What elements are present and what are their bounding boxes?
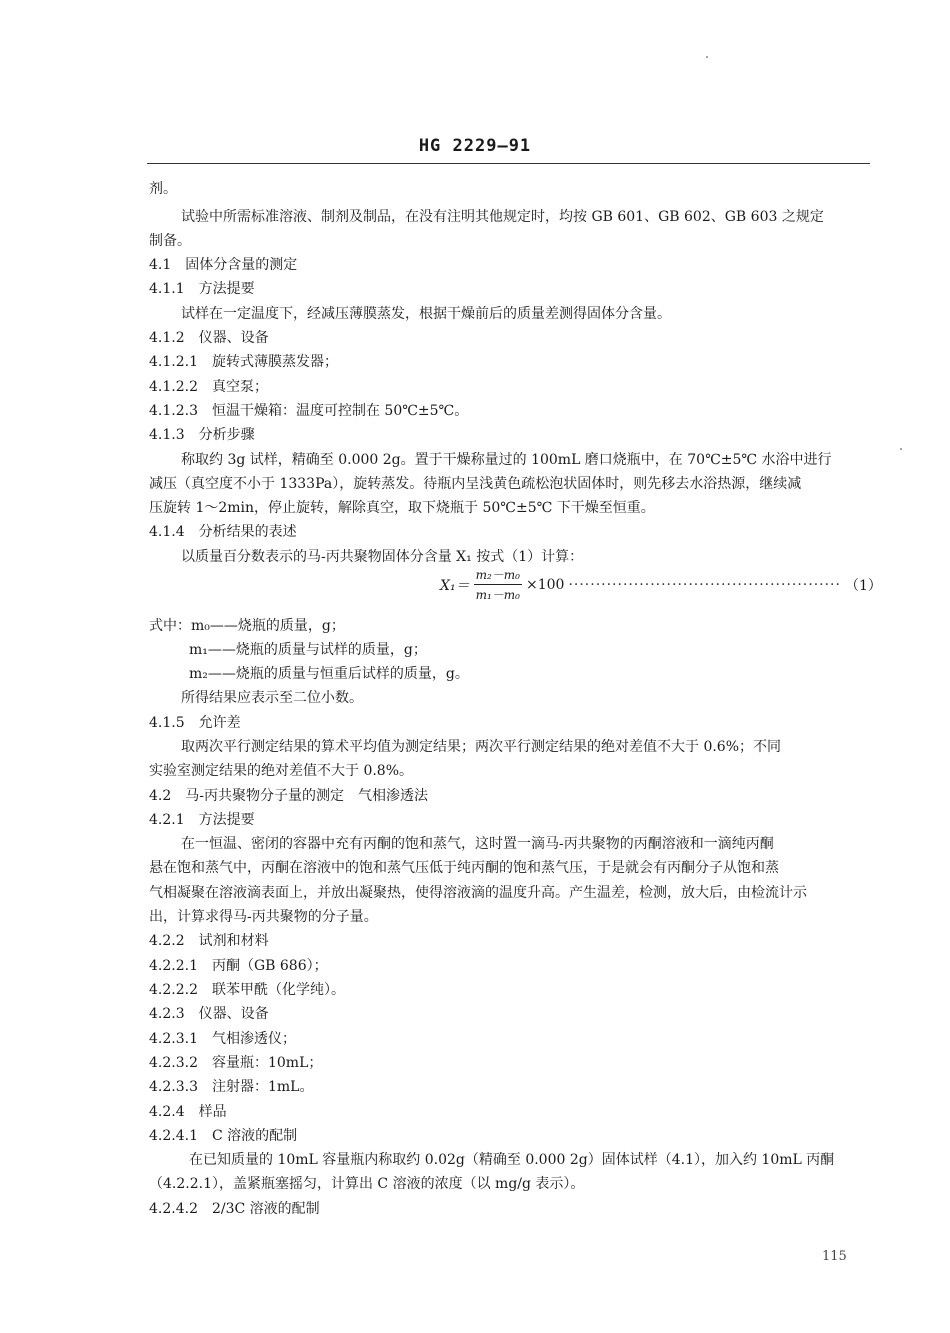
text-line: 剂。 <box>149 181 177 197</box>
text-line: 4.2.2.2 联苯甲酰（化学纯）。 <box>149 982 345 998</box>
formula-denominator: m₁－m₀ <box>475 588 520 602</box>
section-heading: 4.2.4.1 C 溶液的配制 <box>149 1128 298 1144</box>
text-line: 4.2.2.1 丙酮（GB 686）； <box>149 958 328 974</box>
section-heading: 4.1.5 允许差 <box>149 715 241 731</box>
text-line: 减压（真空度不小于 1333Pa），旋转蒸发。待瓶内呈浅黄色疏松泡状固体时，则先移去水浴热源，继续减 <box>149 476 802 492</box>
text-line: 试样在一定温度下，经减压薄膜蒸发，根据干燥前后的质量差测得固体分含量。 <box>181 306 671 322</box>
text-line: 在一恒温、密闭的容器中充有丙酮的饱和蒸气，这时置一滴马-丙共聚物的丙酮溶液和一滴纯丙酮 <box>181 836 774 852</box>
text-line: 压旋转 1～2min，停止旋转，解除真空，取下烧瓶于 50℃±5℃ 下干燥至恒重。 <box>149 500 655 516</box>
section-heading: 4.1.3 分析步骤 <box>149 427 255 443</box>
section-heading: 4.2.1 方法提要 <box>149 812 255 828</box>
header-rule <box>147 163 870 164</box>
text-line: （4.2.2.1），盖紧瓶塞摇匀，计算出 C 溶液的浓度（以 mg/g 表示）。 <box>149 1176 585 1192</box>
text-line: 称取约 3g 试样，精确至 0.000 2g。置于干燥称量过的 100mL 磨口烧瓶中，在 70℃±5℃ 水浴中进行 <box>181 452 832 468</box>
page-header: HG 2229—91 <box>418 136 532 156</box>
text-line: 以质量百分数表示的马-丙共聚物固体分含量 X₁ 按式（1）计算： <box>181 549 584 565</box>
text-line: 式中：m₀——烧瓶的质量，g； <box>149 618 345 634</box>
section-heading: 4.2.3 仪器、设备 <box>149 1006 269 1022</box>
section-heading: 4.2.4 样品 <box>149 1104 227 1120</box>
formula-numerator: m₂－m₀ <box>474 566 522 585</box>
scan-speck <box>900 448 902 450</box>
text-line: 4.1.2.3 恒温干燥箱：温度可控制在 50℃±5℃。 <box>149 403 469 419</box>
formula-number: （1） <box>844 577 882 594</box>
text-line: 出，计算求得马-丙共聚物的分子量。 <box>149 909 378 925</box>
text-line: 悬在饱和蒸气中，丙酮在溶液中的饱和蒸气压低于纯丙酮的饱和蒸气压，于是就会有丙酮分子从饱和蒸 <box>149 860 779 876</box>
text-line: 4.2.3.3 注射器：1mL。 <box>149 1079 314 1095</box>
section-heading: 4.1.4 分析结果的表述 <box>149 524 297 540</box>
formula-1 <box>440 566 882 603</box>
text-line: 在已知质量的 10mL 容量瓶内称取约 0.02g（精确至 0.000 2g）固体试样（4.1），加入约 10mL 丙酮 <box>189 1152 835 1168</box>
formula-lhs: X₁＝ <box>440 577 470 594</box>
section-heading: 4.2 马-丙共聚物分子量的测定 气相渗透法 <box>149 788 428 804</box>
text-line: 实验室测定结果的绝对差值不大于 0.8%。 <box>149 763 414 779</box>
text-line: 制备。 <box>149 233 191 249</box>
formula-fraction <box>474 566 522 603</box>
text-line: m₂——烧瓶的质量与恒重后试样的质量，g。 <box>189 666 469 682</box>
text-line: 4.1.2.2 真空泵； <box>149 379 268 395</box>
section-heading: 4.1 固体分含量的测定 <box>149 257 298 273</box>
section-heading: 4.1.2 仪器、设备 <box>149 330 269 346</box>
formula-dots: ·················································· <box>568 576 841 593</box>
page-number: 115 <box>822 1249 847 1264</box>
section-heading: 4.1.1 方法提要 <box>149 281 255 297</box>
text-line: 试验中所需标准溶液、制剂及制品，在没有注明其他规定时，均按 GB 601、GB 602、GB 603 之规定 <box>181 209 824 225</box>
section-heading: 4.2.4.2 2/3C 溶液的配制 <box>149 1201 320 1217</box>
text-line: 气相凝聚在溶液滴表面上，并放出凝聚热，使得溶液滴的温度升高。产生温差，检测，放大后，由检流计示 <box>149 885 807 901</box>
formula-multiplier: ×100 <box>525 576 565 593</box>
text-line: 所得结果应表示至二位小数。 <box>181 690 363 706</box>
section-heading: 4.2.2 试剂和材料 <box>149 933 269 949</box>
text-line: 4.1.2.1 旋转式薄膜蒸发器； <box>149 354 338 370</box>
text-line: 4.2.3.1 气相渗透仪； <box>149 1031 296 1047</box>
scan-speck <box>706 56 708 58</box>
text-line: m₁——烧瓶的质量与试样的质量，g； <box>189 642 427 658</box>
text-line: 4.2.3.2 容量瓶：10mL； <box>149 1055 323 1071</box>
text-line: 取两次平行测定结果的算术平均值为测定结果；两次平行测定结果的绝对差值不大于 0.6%；不同 <box>181 739 782 755</box>
